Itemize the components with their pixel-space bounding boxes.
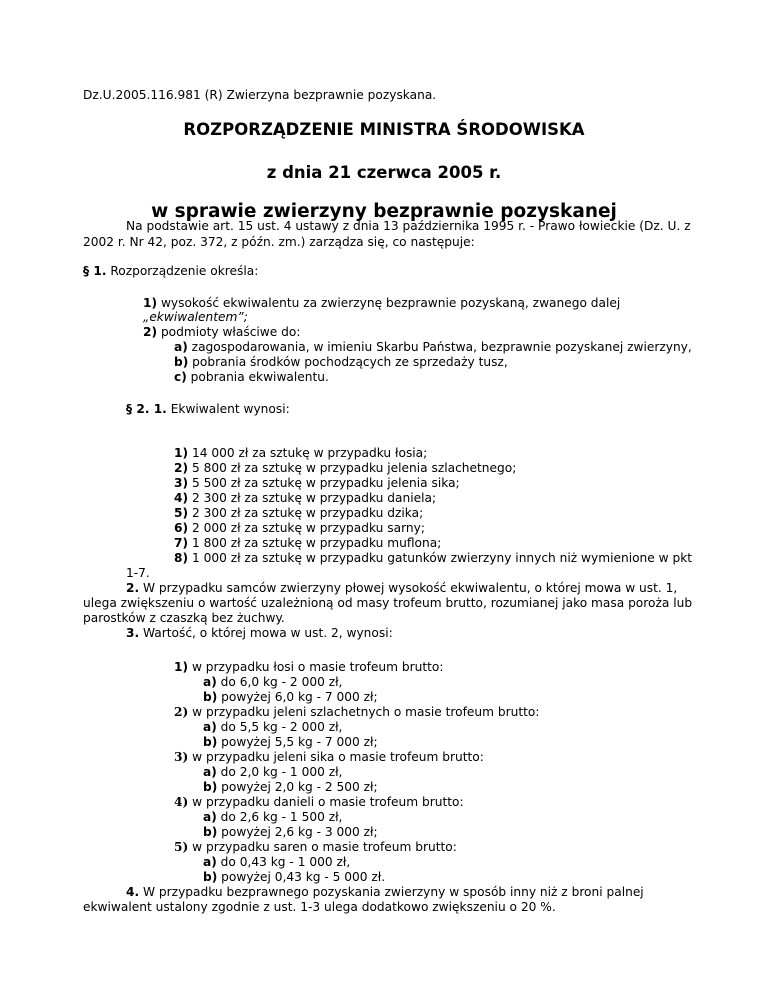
s2-ust3-group-3a: a) do 2,0 kg - 1 000 zł, [203,765,343,779]
s2-ust3-group-5: 5) w przypadku saren o masie trofeum brutto: [174,840,457,854]
s2-item-3: 3) 5 500 zł za sztukę w przypadku jelenia sika; [174,476,460,490]
s2-ust-4-line-2: ekwiwalent ustalony zgodnie z ust. 1-3 ulega dodatkowo zwiększeniu o 20 %. [83,900,556,914]
s2-ust-2: 2. W przypadku samców zwierzyny płowej wysokość ekwiwalentu, o której mowa w ust. 1, [126,581,678,595]
s1-point-2a: a) zagospodarowania, w imieniu Skarbu Państwa, bezprawnie pozyskanej zwierzyny, [174,340,692,354]
s2-ust3-group-2b: b) powyżej 5,5 kg - 7 000 zł; [203,735,378,749]
s2-item-2: 2) 5 800 zł za sztukę w przypadku jelenia szlachetnego; [174,461,517,475]
s1-point-1: 1) wysokość ekwiwalentu za zwierzynę bezprawnie pozyskaną, zwanego dalej [143,296,621,310]
s2-item-1: 1) 14 000 zł za sztukę w przypadku łosia; [174,446,428,460]
section-1-text: Rozporządzenie określa: [110,264,259,278]
section-2 [126,402,290,417]
s2-ust3-group-3: 3) w przypadku jeleni sika o masie trofeum brutto: [174,750,484,764]
s2-item-6: 6) 2 000 zł za sztukę w przypadku sarny; [174,521,425,535]
section-1-mark: § 1. [83,264,107,278]
s2-item-5: 5) 2 300 zł za sztukę w przypadku dzika; [174,506,424,520]
section-2-mark: § 2. 1. [126,402,167,416]
s2-ust-2-line-2: ulega zwiększeniu o wartość uzależnioną od masy trofeum brutto, rozumianej jako masa poroża lub [83,596,693,610]
s2-item-4: 4) 2 300 zł za sztukę w przypadku daniela; [174,491,437,505]
s2-item-8: 8) 1 000 zł za sztukę w przypadku gatunków zwierzyny innych niż wymienione w pkt [174,551,693,565]
s1-point-2c: c) pobrania ekwiwalentu. [174,370,329,384]
s1-point-1-cont: „ekwiwalentem”; [143,310,248,324]
document-header: Dz.U.2005.116.981 (R) Zwierzyna bezprawnie pozyskana. [83,88,437,102]
s2-ust3-group-4: 4) w przypadku danieli o masie trofeum brutto: [174,795,464,809]
s2-ust-2-line-3: parostków z czaszką bez żuchwy. [83,611,285,625]
s2-ust3-group-1: 1) w przypadku łosi o masie trofeum brutto: [174,660,444,674]
s1-point-2b: b) pobrania środków pochodzących ze sprzedaży tusz, [174,355,508,369]
s2-item-8-cont: 1-7. [126,566,150,580]
s2-ust3-group-4a: a) do 2,6 kg - 1 500 zł, [203,810,343,824]
s2-ust-3: 3. Wartość, o której mowa w ust. 2, wynosi: [126,626,393,640]
title-subject: w sprawie zwierzyny bezprawnie pozyskanej [151,201,617,222]
s2-ust3-group-2: 2) w przypadku jeleni szlachetnych o masie trofeum brutto: [174,705,540,719]
preamble-line-1: Na podstawie art. 15 ust. 4 ustawy z dnia 13 października 1995 r. - Prawo łowieckie (Dz. U. z [126,219,691,233]
s2-item-7: 7) 1 800 zł za sztukę w przypadku muflona; [174,536,442,550]
s1-point-2: 2) podmioty właściwe do: [143,325,301,339]
s2-ust3-group-1a: a) do 6,0 kg - 2 000 zł, [203,675,343,689]
s2-ust3-group-2a: a) do 5,5 kg - 2 000 zł, [203,720,343,734]
section-1 [83,264,258,279]
title-regulation: ROZPORZĄDZENIE MINISTRA ŚRODOWISKA [183,120,585,139]
s2-ust3-group-5b: b) powyżej 0,43 kg - 5 000 zł. [203,870,386,884]
s2-ust3-group-3b: b) powyżej 2,0 kg - 2 500 zł; [203,780,378,794]
s2-ust3-group-4b: b) powyżej 2,6 kg - 3 000 zł; [203,825,378,839]
section-2-text: Ekwiwalent wynosi: [170,402,290,416]
title-date: z dnia 21 czerwca 2005 r. [266,163,502,182]
s2-ust3-group-5a: a) do 0,43 kg - 1 000 zł, [203,855,351,869]
preamble-line-2: 2002 r. Nr 42, poz. 372, z późn. zm.) zarządza się, co następuje: [83,235,475,249]
s2-ust3-group-1b: b) powyżej 6,0 kg - 7 000 zł; [203,690,378,704]
s2-ust-4: 4. W przypadku bezprawnego pozyskania zwierzyny w sposób inny niż z broni palnej [126,885,644,899]
